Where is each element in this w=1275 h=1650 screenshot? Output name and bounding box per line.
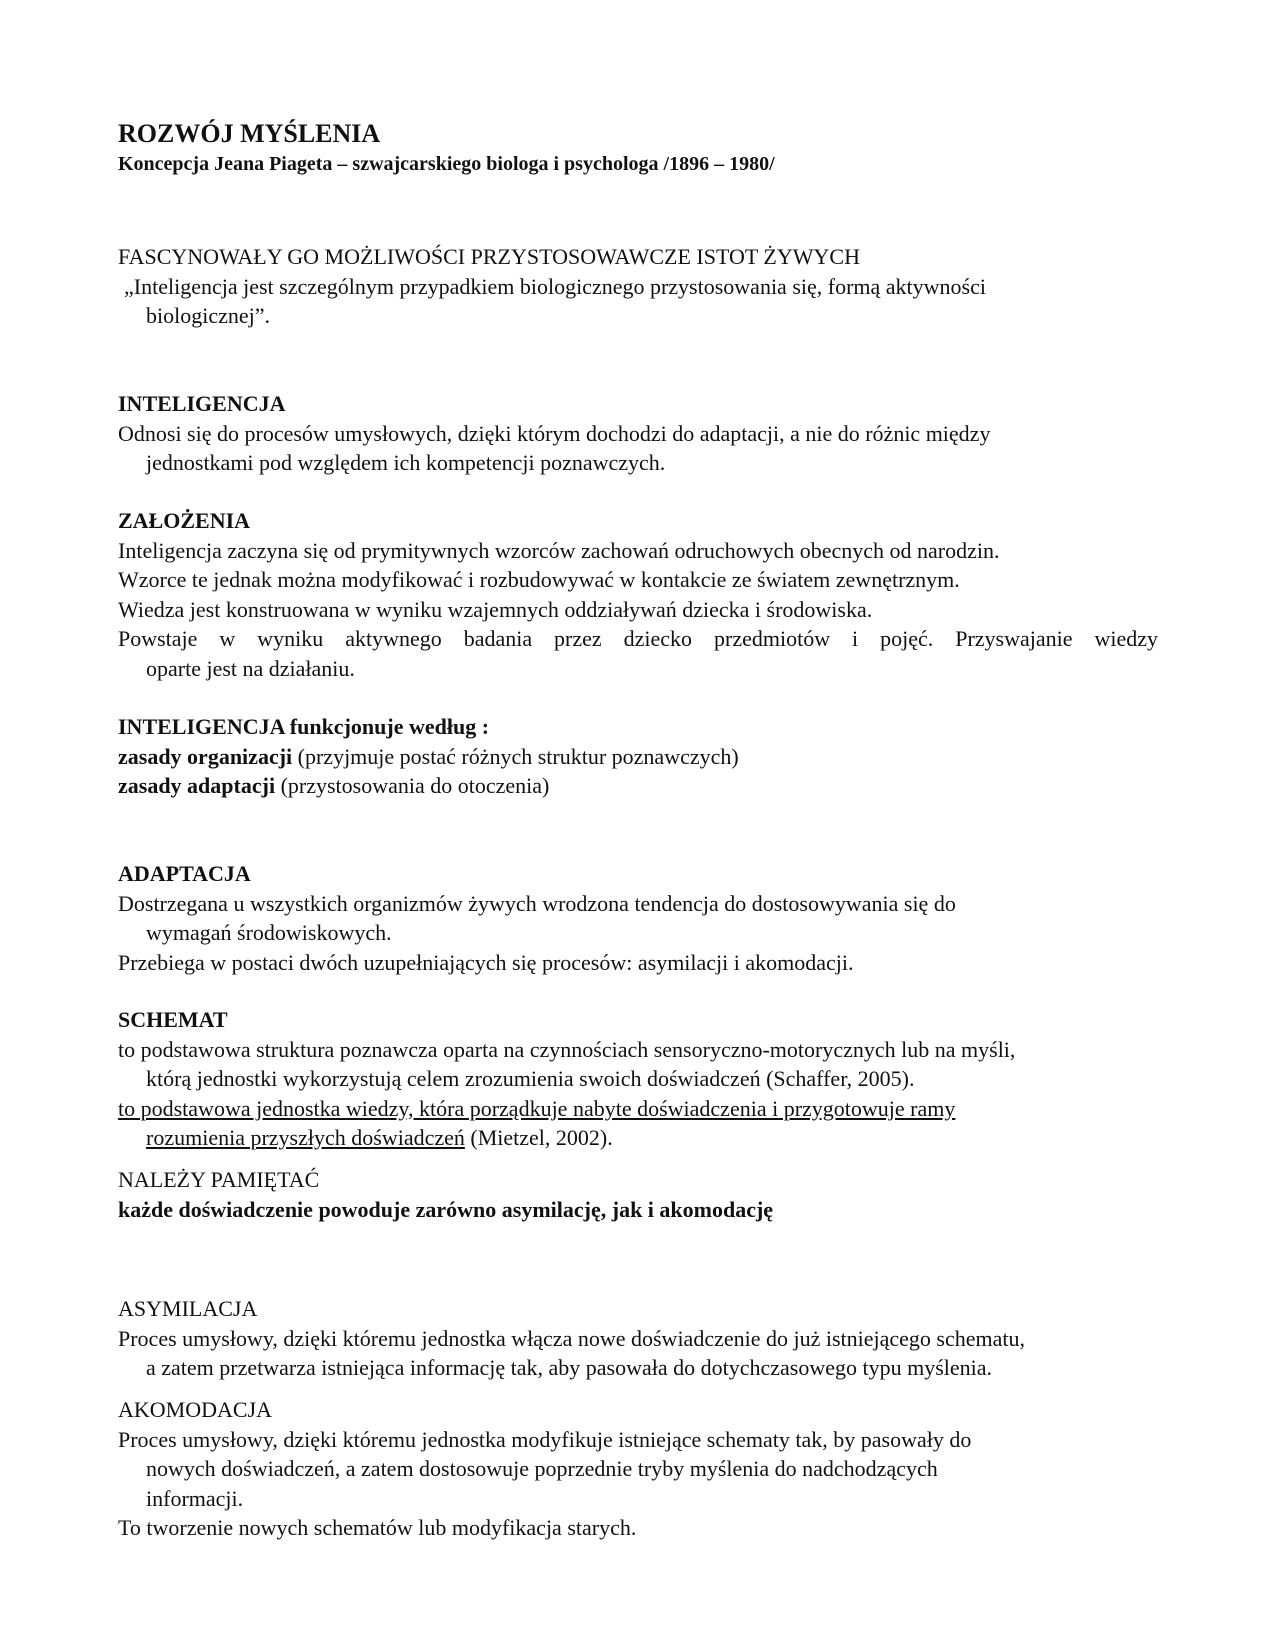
section-asymilacja [118, 1294, 1178, 1383]
principle-item [118, 771, 1178, 801]
paragraph-line: jednostkami pod względem ich kompetencji poznawczych. [146, 450, 666, 475]
paragraph-line: To tworzenie nowych schematów lub modyfikacja starych. [118, 1515, 637, 1540]
underlined-text: rozumienia przyszłych doświadczeń [146, 1125, 465, 1150]
paragraph-line: Przebiega w postaci dwóch uzupełniających się procesów: asymilacji i akomodacji. [118, 949, 854, 975]
principle-term: zasady organizacji [118, 743, 293, 769]
section-akomodacja [118, 1395, 1178, 1543]
nalezy-heading: NALEŻY PAMIĘTAĆ [118, 1167, 320, 1192]
quote-line: biologicznej”. [146, 303, 271, 328]
document-subtitle: Koncepcja Jeana Piageta – szwajcarskiego biologa i psychologa /1896 – 1980/ [118, 153, 775, 175]
paragraph-line: nowych doświadczeń, a zatem dostosowuje poprzednie tryby myślenia do nadchodzących [146, 1456, 938, 1481]
key-statement: każde doświadczenie powoduje zarówno asymilację, jak i akomodację [118, 1196, 774, 1222]
paragraph-line: a zatem przetwarza istniejąca informację tak, aby pasowała do dotychczasowego typu myślenia. [146, 1355, 993, 1380]
principle-item [118, 742, 1178, 772]
paragraph-line: Wiedza jest konstruowana w wyniku wzajemnych oddziaływań dziecka i środowiska. [118, 596, 873, 622]
section-funkcjonowanie [118, 712, 1178, 801]
paragraph-line: Inteligencja zaczyna się od prymitywnych wzorców zachowań odruchowych obecnych od narodzin. [118, 537, 1000, 563]
paragraph-line [118, 1123, 1178, 1153]
paragraph-line: którą jednostki wykorzystują celem zrozumienia swoich doświadczeń (Schaffer, 2005). [146, 1066, 915, 1091]
principle-desc: (przyjmuje postać różnych struktur poznawczych) [292, 743, 739, 769]
akomodacja-heading: AKOMODACJA [118, 1397, 273, 1422]
paragraph-line: informacji. [146, 1485, 244, 1511]
adaptacja-heading: ADAPTACJA [118, 861, 251, 886]
paragraph-line: Proces umysłowy, dzięki któremu jednostka włącza nowe doświadczenie do już istniejącego schematu, [118, 1325, 1026, 1351]
quote-line: „Inteligencja jest szczególnym przypadkiem biologicznego przystosowania się, formą aktywności [124, 273, 986, 299]
inteligencja-heading: INTELIGENCJA [118, 391, 286, 416]
paragraph-line: Powstaje w wyniku aktywnego badania przez dziecko przedmiotów i pojęć. Przyswajanie wiedzy [118, 626, 1158, 651]
paragraph-line: Odnosi się do procesów umysłowych, dzięki którym dochodzi do adaptacji, a nie do różnic między [118, 420, 991, 446]
principle-term: zasady adaptacji [118, 773, 276, 798]
paragraph-line-underlined: to podstawowa jednostka wiedzy, która porządkuje nabyte doświadczenia i przygotowuje ramy [118, 1095, 956, 1121]
paragraph-line: to podstawowa struktura poznawcza oparta na czynnościach sensoryczno-motorycznych lub na myśli, [118, 1036, 1016, 1062]
fascination-heading: FASCYNOWAŁY GO MOŻLIWOŚCI PRZYSTOSOWAWCZE ISTOT ŻYWYCH [118, 244, 860, 269]
zalozenia-heading: ZAŁOŻENIA [118, 508, 251, 533]
schemat-heading: SCHEMAT [118, 1007, 228, 1032]
paragraph-line: Wzorce te jednak można modyfikować i rozbudowywać w kontakcie ze światem zewnętrznym. [118, 567, 960, 592]
title-block [118, 118, 1178, 178]
section-zalozenia [118, 506, 1178, 683]
paragraph-line: Dostrzegana u wszystkich organizmów żywych wrodzona tendencja do dostosowywania się do [118, 890, 956, 916]
section-inteligencja [118, 389, 1178, 478]
asymilacja-heading: ASYMILACJA [118, 1296, 258, 1321]
paragraph-line: oparte jest na działaniu. [146, 655, 355, 681]
funkcjonowanie-heading: INTELIGENCJA funkcjonuje według : [118, 714, 490, 739]
section-nalezy-pamietac [118, 1165, 1178, 1224]
citation: (Mietzel, 2002). [464, 1125, 613, 1150]
paragraph-line: Proces umysłowy, dzięki któremu jednostka modyfikuje istniejące schematy tak, by pasowały do [118, 1426, 972, 1452]
document-title: ROZWÓJ MYŚLENIA [118, 119, 381, 148]
section-schemat [118, 1005, 1178, 1153]
section-adaptacja [118, 859, 1178, 977]
section-fascination [118, 242, 1178, 331]
paragraph-line: wymagań środowiskowych. [146, 920, 392, 945]
principle-desc: (przystosowania do otoczenia) [275, 773, 550, 798]
